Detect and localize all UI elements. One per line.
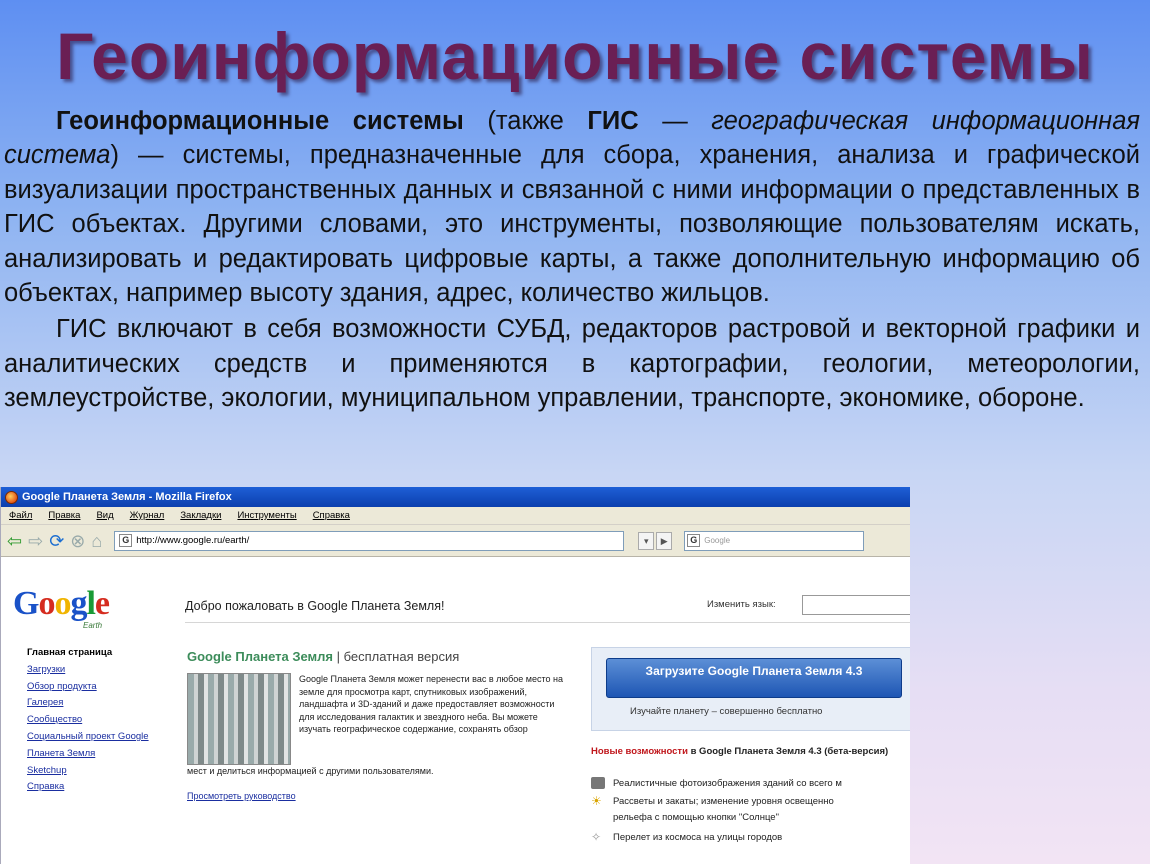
feature-item-cont xyxy=(591,811,779,825)
slide-body xyxy=(4,104,1140,416)
feature-text: Перелет из космоса на улицы городов xyxy=(613,832,783,843)
menu-bar xyxy=(1,507,910,525)
nav-link-help[interactable]: Справка xyxy=(27,781,65,793)
download-button[interactable]: Загрузите Google Планета Земля 4.3 xyxy=(606,658,902,698)
url-text: http://www.google.ru/earth/ xyxy=(136,534,250,546)
navigation-toolbar xyxy=(1,525,910,557)
product-title xyxy=(187,649,459,664)
nav-link-social-project[interactable]: Социальный проект Google xyxy=(27,730,149,742)
web-page xyxy=(1,585,910,864)
term-bold: Геоинформационные системы xyxy=(56,107,464,135)
product-name: Google Планета Земля xyxy=(187,649,334,664)
welcome-heading: Добро пожаловать в Google Планета Земля! xyxy=(185,599,445,613)
menu-help[interactable]: Справка xyxy=(312,510,350,521)
feature-item xyxy=(591,831,782,845)
menu-history[interactable]: Журнал xyxy=(129,510,165,521)
nav-link-downloads[interactable]: Загрузки xyxy=(27,663,66,675)
nav-link-overview[interactable]: Обзор продукта xyxy=(27,680,97,692)
window-titlebar xyxy=(1,487,910,507)
search-placeholder: Google xyxy=(704,535,731,545)
language-label: Изменить язык: xyxy=(707,599,776,610)
window-title: Google Планета Земля - Mozilla Firefox xyxy=(22,491,232,503)
feature-item xyxy=(591,777,842,791)
header-divider xyxy=(185,622,910,623)
menu-tools[interactable]: Инструменты xyxy=(237,510,297,521)
logo-subtitle: Earth xyxy=(83,621,103,630)
menu-view[interactable]: Вид xyxy=(96,510,114,521)
logo-letter: l xyxy=(86,585,95,622)
menu-bookmarks[interactable]: Закладки xyxy=(180,510,222,521)
gis-bold: ГИС xyxy=(587,107,639,135)
feature-item xyxy=(591,795,834,809)
stop-icon[interactable]: ⊗ xyxy=(70,530,86,551)
logo-letter: G xyxy=(13,585,39,622)
reload-icon[interactable]: ⟳ xyxy=(49,530,65,551)
new-features-red: Новые возможности xyxy=(591,746,688,757)
feature-text: Рассветы и закаты; изменение уровня освещенно xyxy=(613,796,834,807)
search-engine-icon[interactable]: G xyxy=(687,534,700,547)
logo-letter: e xyxy=(94,585,109,622)
back-arrow-icon[interactable]: ⇦ xyxy=(7,530,23,551)
home-icon[interactable]: ⌂ xyxy=(91,530,103,551)
language-select[interactable] xyxy=(802,595,910,615)
text-segment: (также xyxy=(463,107,588,135)
text-segment: — xyxy=(638,107,712,135)
menu-edit[interactable]: Правка xyxy=(48,510,81,521)
nav-link-community[interactable]: Сообщество xyxy=(27,714,83,726)
nav-link-earth[interactable]: Планета Земля xyxy=(27,747,96,759)
nav-link-sketchup[interactable]: Sketchup xyxy=(27,764,67,776)
download-panel xyxy=(591,647,910,731)
logo-letter: o xyxy=(38,585,55,622)
buildings-icon xyxy=(591,777,605,789)
city-3d-image xyxy=(187,673,291,765)
feature-text: Реалистичные фотоизображения зданий со всего м xyxy=(613,778,842,789)
new-features-rest: в Google Планета Земля 4.3 (бета-версия) xyxy=(687,746,889,757)
go-buttons xyxy=(638,532,672,550)
guide-link[interactable]: Просмотреть руководство xyxy=(187,791,296,801)
browser-screenshot xyxy=(0,487,910,864)
download-subtitle: Изучайте планету – совершенно бесплатно xyxy=(630,706,823,717)
url-dropdown-icon[interactable]: ▾ xyxy=(638,532,654,550)
product-edition: | бесплатная версия xyxy=(333,649,460,664)
logo-letter: o xyxy=(54,585,71,622)
nav-link-gallery[interactable]: Галерея xyxy=(27,697,64,709)
product-description-cont: мест и делиться информацией с другими пользователями. xyxy=(187,766,434,776)
logo-letter: g xyxy=(70,585,87,622)
google-earth-logo[interactable] xyxy=(13,585,109,623)
firefox-icon xyxy=(5,491,18,504)
term-italic: географическая информационная система xyxy=(4,107,1141,170)
nav-home[interactable]: Главная страница xyxy=(27,647,113,658)
go-icon[interactable]: ▶ xyxy=(656,532,672,550)
forward-arrow-icon[interactable]: ⇨ xyxy=(28,530,44,551)
site-favicon-icon: G xyxy=(119,534,132,547)
sun-icon: ☀ xyxy=(591,794,602,808)
fly-icon: ✧ xyxy=(591,830,602,844)
left-navigation xyxy=(27,645,149,796)
search-bar[interactable] xyxy=(684,531,864,551)
slide-title: Геоинформационные системы xyxy=(56,19,1094,93)
new-features-heading xyxy=(591,745,910,758)
text-segment: ) — системы, предназначенные для сбора, хранения, анализа и графической визуализации пространственных данных и связанной с ними информации о представленных в ГИС объектах. Другими словами, это инструменты, позволяющие пользователям искать, анализировать и редактировать цифровые карты, а также дополнительную информацию об объектах, например высоту здания, адрес, количество жильцов. xyxy=(4,141,1140,308)
paragraph-1 xyxy=(4,104,1140,310)
feature-text: рельефа с помощью кнопки "Солнце" xyxy=(613,812,779,823)
url-bar[interactable] xyxy=(114,531,624,551)
menu-file[interactable]: Файл xyxy=(9,510,33,521)
paragraph-2: ГИС включают в себя возможности СУБД, редакторов растровой и векторной графики и аналитических средств и применяются в картографии, геологии, метеорологии, землеустройстве, экологии, муниципальном управлении, транспорте, экономике, обороне. xyxy=(4,315,1140,413)
product-description: Google Планета Земля может перенести вас в любое место на земле для просмотра карт, спутниковых изображений, ландшафта и 3D-зданий и даже предоставляет возможности для исследования галактик и звездного неба. Вы можете изучать географическое содержание, сохранять обзор xyxy=(299,674,563,735)
